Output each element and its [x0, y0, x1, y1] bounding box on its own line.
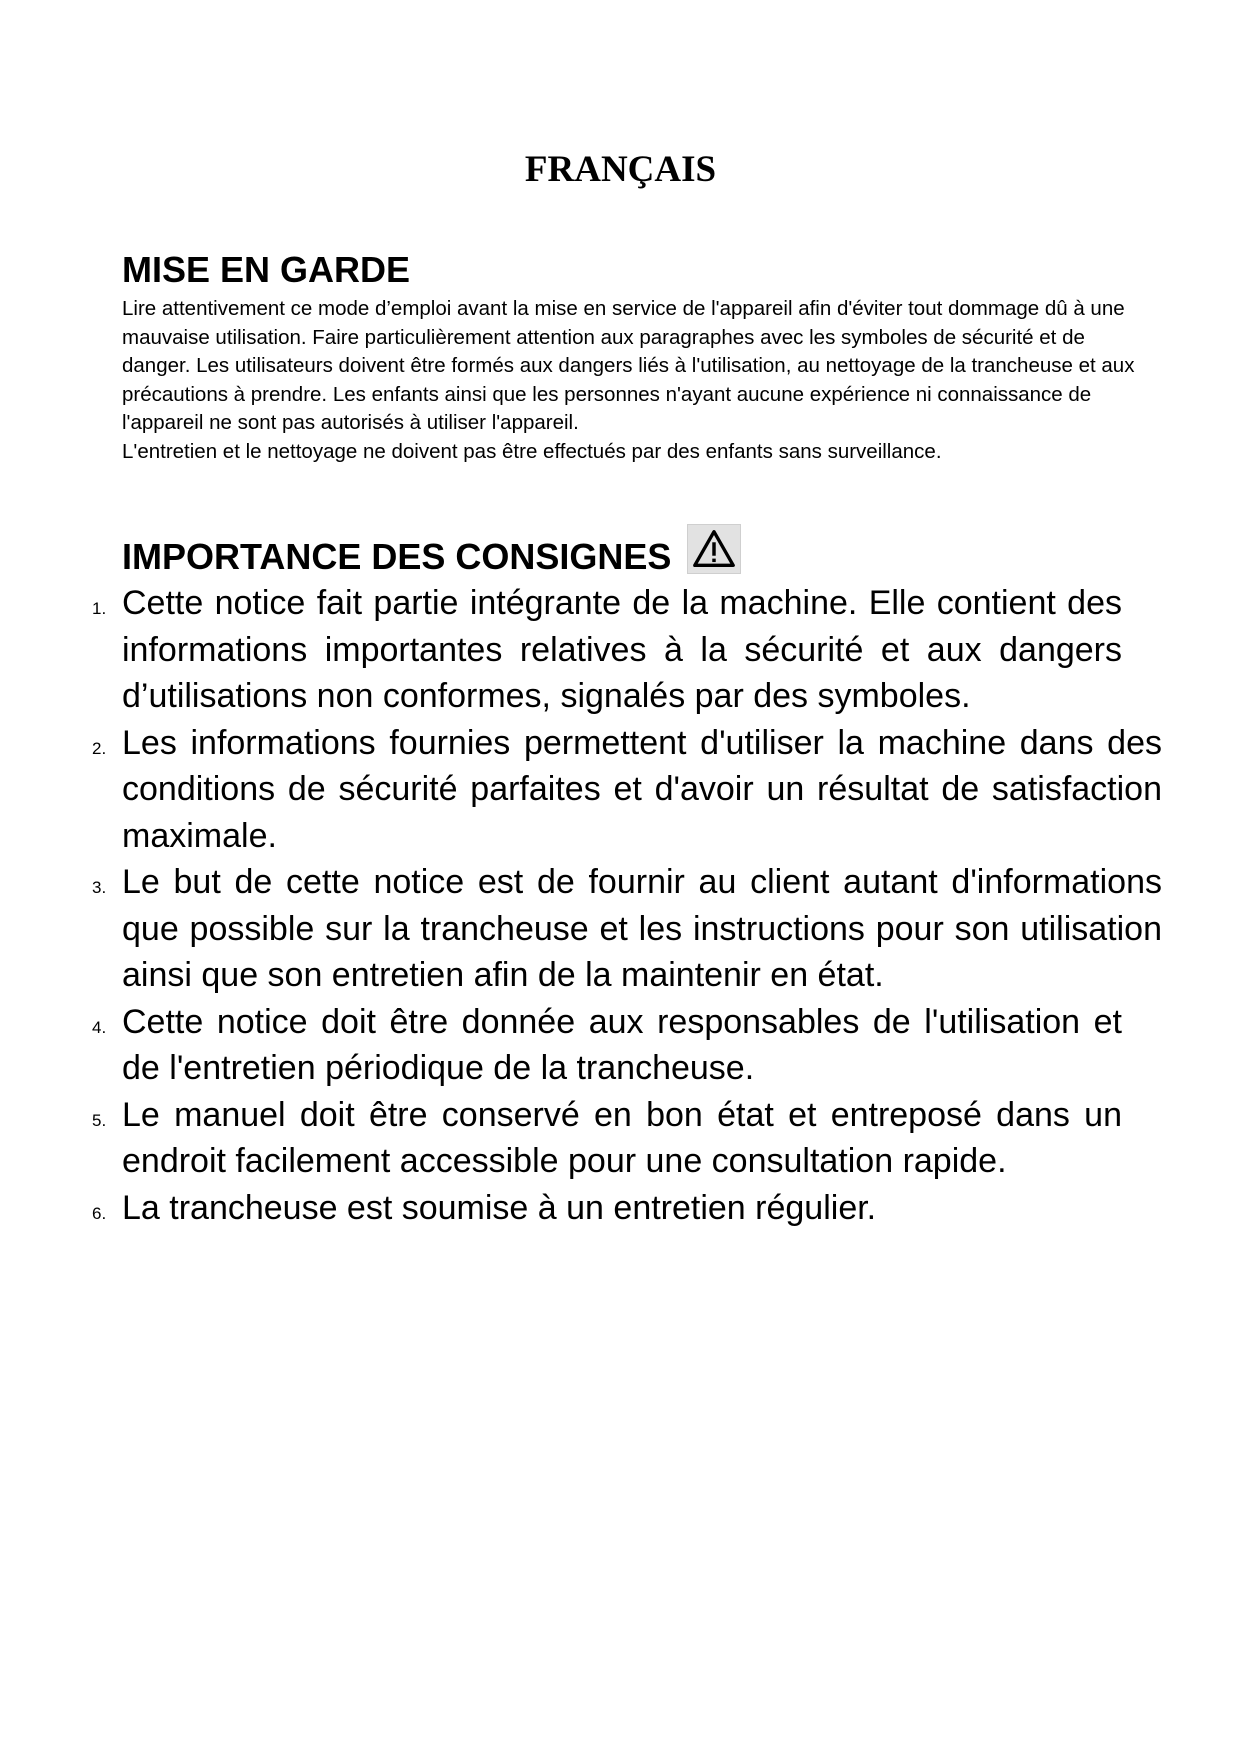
- list-item: [0, 1092, 1122, 1185]
- warning-triangle-icon: [687, 524, 741, 574]
- list-item: [0, 859, 1162, 999]
- list-item-number: 6.: [92, 1203, 107, 1223]
- list-item-text: Cette notice fait partie intégrante de la machine. Elle contient des informations importantes relatives à la sécurité et aux dangers d’utilisations non conformes, signalés par des symboles.: [122, 584, 1122, 715]
- warning-paragraph: Lire attentivement ce mode d’emploi avant la mise en service de l'appareil afin d'éviter tout dommage dû à une mauvaise utilisation. Faire particulièrement attention aux paragraphes avec les symboles de sécurité et de danger. Les utilisateurs doivent être formés aux dangers liés à l'utilisation, au nettoyage de la trancheuse et aux précautions à prendre. Les enfants ainsi que les personnes n'ayant aucune expérience ni connaissance de l'appareil ne sont pas autorisés à utiliser l'appareil.: [122, 297, 1135, 434]
- list-item-text: La trancheuse est soumise à un entretien régulier.: [122, 1188, 877, 1227]
- list-item-text: Les informations fournies permettent d'utiliser la machine dans des conditions de sécurité parfaites et d'avoir un résultat de satisfaction maximale.: [122, 723, 1162, 855]
- list-item: [0, 999, 1122, 1092]
- list-item-text: Le but de cette notice est de fournir au client autant d'informations que possible sur la trancheuse et les instructions pour son utilisation ainsi que son entretien afin de la maintenir en état.: [122, 863, 1162, 994]
- list-item: [0, 580, 1122, 720]
- warning-heading: MISE EN GARDE: [122, 249, 411, 290]
- list-item-text: Cette notice doit être donnée aux responsables de l'utilisation et de l'entretien périodique de la trancheuse.: [122, 1002, 1122, 1087]
- list-item-text: Le manuel doit être conservé en bon état et entreposé dans un endroit facilement accessible pour une consultation rapide.: [122, 1095, 1122, 1180]
- list-item-number: 4.: [92, 1017, 107, 1037]
- list-item-number: 2.: [92, 738, 107, 758]
- warning-paragraph: L'entretien et le nettoyage ne doivent pas être effectués par des enfants sans surveillance.: [122, 439, 942, 463]
- list-item-number: 3.: [92, 878, 107, 897]
- page-title: FRANÇAIS: [524, 149, 717, 190]
- importance-heading-text: IMPORTANCE DES CONSIGNES: [122, 536, 672, 577]
- importance-heading: [122, 532, 741, 582]
- list-item-number: 1.: [92, 599, 107, 618]
- warning-body: [122, 295, 1142, 466]
- list-item: [0, 720, 1162, 860]
- list-item: [0, 1185, 1122, 1232]
- instructions-list: [0, 580, 1241, 1231]
- list-item-number: 5.: [92, 1110, 107, 1130]
